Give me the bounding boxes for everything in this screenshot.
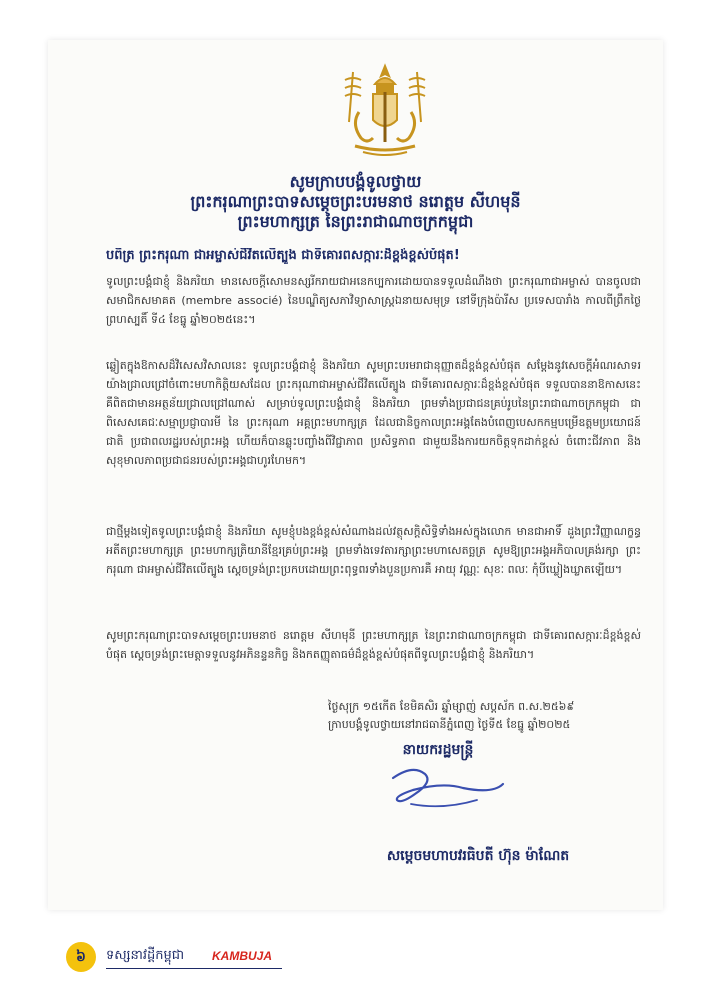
page-footer — [66, 942, 316, 976]
header-line-3: ព្រះមហាក្សត្រ នៃព្រះរាជាណាចក្រកម្ពុជា — [237, 212, 474, 231]
header-line-2: ព្រះករុណាព្រះបាទសម្តេចព្រះបរមនាថ នរោត្តម សីហមុនី — [190, 192, 521, 211]
handwritten-signature — [353, 760, 533, 820]
signer-title: នាយករដ្ឋមន្ត្រី — [402, 742, 474, 758]
header-line-1: សូមក្រាបបង្គំទូលថ្វាយ — [289, 172, 422, 191]
footer-divider — [106, 968, 282, 969]
signer-name: សម្តេចមហាបវរធិបតី ហ៊ុន ម៉ាណែត — [386, 848, 570, 864]
royal-emblem-icon — [325, 62, 445, 158]
magazine-brand: KAMBUJA — [212, 949, 272, 963]
magazine-title: ទស្សនាវដ្តីកម្ពុជា — [106, 948, 185, 963]
paragraph-2: ឆ្លៀតក្នុងឱកាសដ៏វិសេសវិសាលនេះ ទូលព្រះបង្គំជាខ្ញុំ និងភរិយា សូមព្រះបរមរាជានុញ្ញាតដ៏ខ្ពង់ខ្ពស់បំផុត សម្តែងនូវសេចក្តីអំណរសាទរយ៉ាងជ្រាលជ្រៅចំពោះមហាកិត្តិយសដែល ព្រះករុណាជាអម្ចាស់ជីវិតលើត្បូង ជាទីគោរពសក្ការៈដ៏ខ្ពង់ខ្ពស់បំផុត ទទួលបាននាឱកាសនេះ គឺពិតជាមានអត្ថន័យជ្រាលជ្រៅណាស់ សម្រាប់ទូលព្រះបង្គំជាខ្ញុំ និងភរិយា ព្រមទាំងប្រជាជនគ្រប់រូបនៃព្រះរាជាណាចក្រកម្ពុជា ជាពិសេសគេជៈសម្មាប្រជ្ញាបារមី នៃ ព្រះករុណា អគ្គព្រះមហាក្សត្រ ដែលជានិច្ចកាលព្រះអង្គតែងបំពេញបេសកកម្មបម្រើឧត្តមប្រយោជន៍ជាតិ ប្រជាពលរដ្ឋរបស់ព្រះអង្គ ហើយក៏បានឆ្លុះបញ្ចាំងពីវិជ្ជាភាព ប្រសិទ្ធភាព ជាមួយនឹងការយកចិត្តទុកដាក់ខ្ពស់ ចំពោះជីវភាព និងសុខុមាលភាពប្រជាជនរបស់ព្រះអង្គជាហូរហែមក។ — [106, 359, 641, 467]
date-place: ក្រាបបង្គំទូលថ្វាយនៅរាជធានីភ្នំពេញ ថ្ងៃទី៥ ខែធ្នូ ឆ្នាំ២០២៥ — [328, 718, 571, 731]
page-number-badge: ៦ — [66, 942, 96, 972]
letter-page — [48, 40, 663, 910]
paragraph-3: ជាថ្មីម្តងទៀតទូលព្រះបង្គំជាខ្ញុំ និងភរិយា សូមខ្ញុំបងខ្ពង់ខ្ពស់សំណាងដល់វត្ថុសក្តិសិទ្ធិទាំងអស់ក្នុងលោក មានជាអាទិ៍ ដួងព្រះវិញ្ញាណក្ខន្ធអតីតព្រះមហាក្សត្រ ព្រះមហាក្សត្រិយានីខ្មែរគ្រប់ព្រះអង្គ ព្រមទាំងទេវតារក្សាព្រះមហាសេតច្ឆត្រ សូមឱ្យព្រះអង្គអភិបាលគ្រង់រក្សា ព្រះករុណា ជាអម្ចាស់ជីវិតលើត្បូង ស្តេចទ្រង់ព្រះប្រកបដោយព្រះពុទ្ធពរទាំងបួនប្រការគឺ អាយុ វណ្ណៈ សុខៈ ពលៈ កុំបីឃ្លៀងឃ្លាតឡើយ។ — [106, 525, 641, 576]
subject-line: បពិត្រ ព្រះករុណា ជាអម្ចាស់ជីវិតលើត្បូង ជាទីគោរពសក្ការៈដ៏ខ្ពង់ខ្ពស់បំផុត! — [106, 248, 460, 263]
paragraph-1: ទូលព្រះបង្គំជាខ្ញុំ និងភរិយា មានសេចក្តីសោមនស្សរីករាយជាអនេកប្បការដោយបានទទួលដំណឹងថា ព្រះករុណាជាអម្ចាស់ បានចូលជាសមាជិកសមាគត (membre associé) នៃបណ្ឌិត្យសភាវិទ្យាសាស្រ្តឯនាយសមុទ្រ នៅទីក្រុងប៉ារីស ប្រទេសបារាំង កាលពីព្រឹកថ្ងៃព្រហស្បតិ៍ ទី៤ ខែធ្នូ ឆ្នាំ២០២៥នេះ។ — [106, 275, 641, 326]
paragraph-4: សូមព្រះករុណាព្រះបាទសម្តេចព្រះបរមនាថ នរោត្តម សីហមុនី ព្រះមហាក្សត្រ នៃព្រះរាជាណាចក្រកម្ពុជា ជាទីគោរពសក្ការៈដ៏ខ្ពង់ខ្ពស់បំផុត ស្តេចទ្រង់ព្រះមេត្តាទទួលនូវអភិនន្ទនកិច្ច និងកតញ្ញុតាធម៌ដ៏ខ្ពង់ខ្ពស់បំផុតពីទូលព្រះបង្គំជាខ្ញុំ និងភរិយា។ — [106, 629, 641, 661]
date-lunar: ថ្ងៃសុក្រ ១៥កើត ខែមិគសិរ ឆ្នាំម្សាញ់ សប្តស័ក ព.ស.២៥៦៩ — [328, 700, 575, 713]
